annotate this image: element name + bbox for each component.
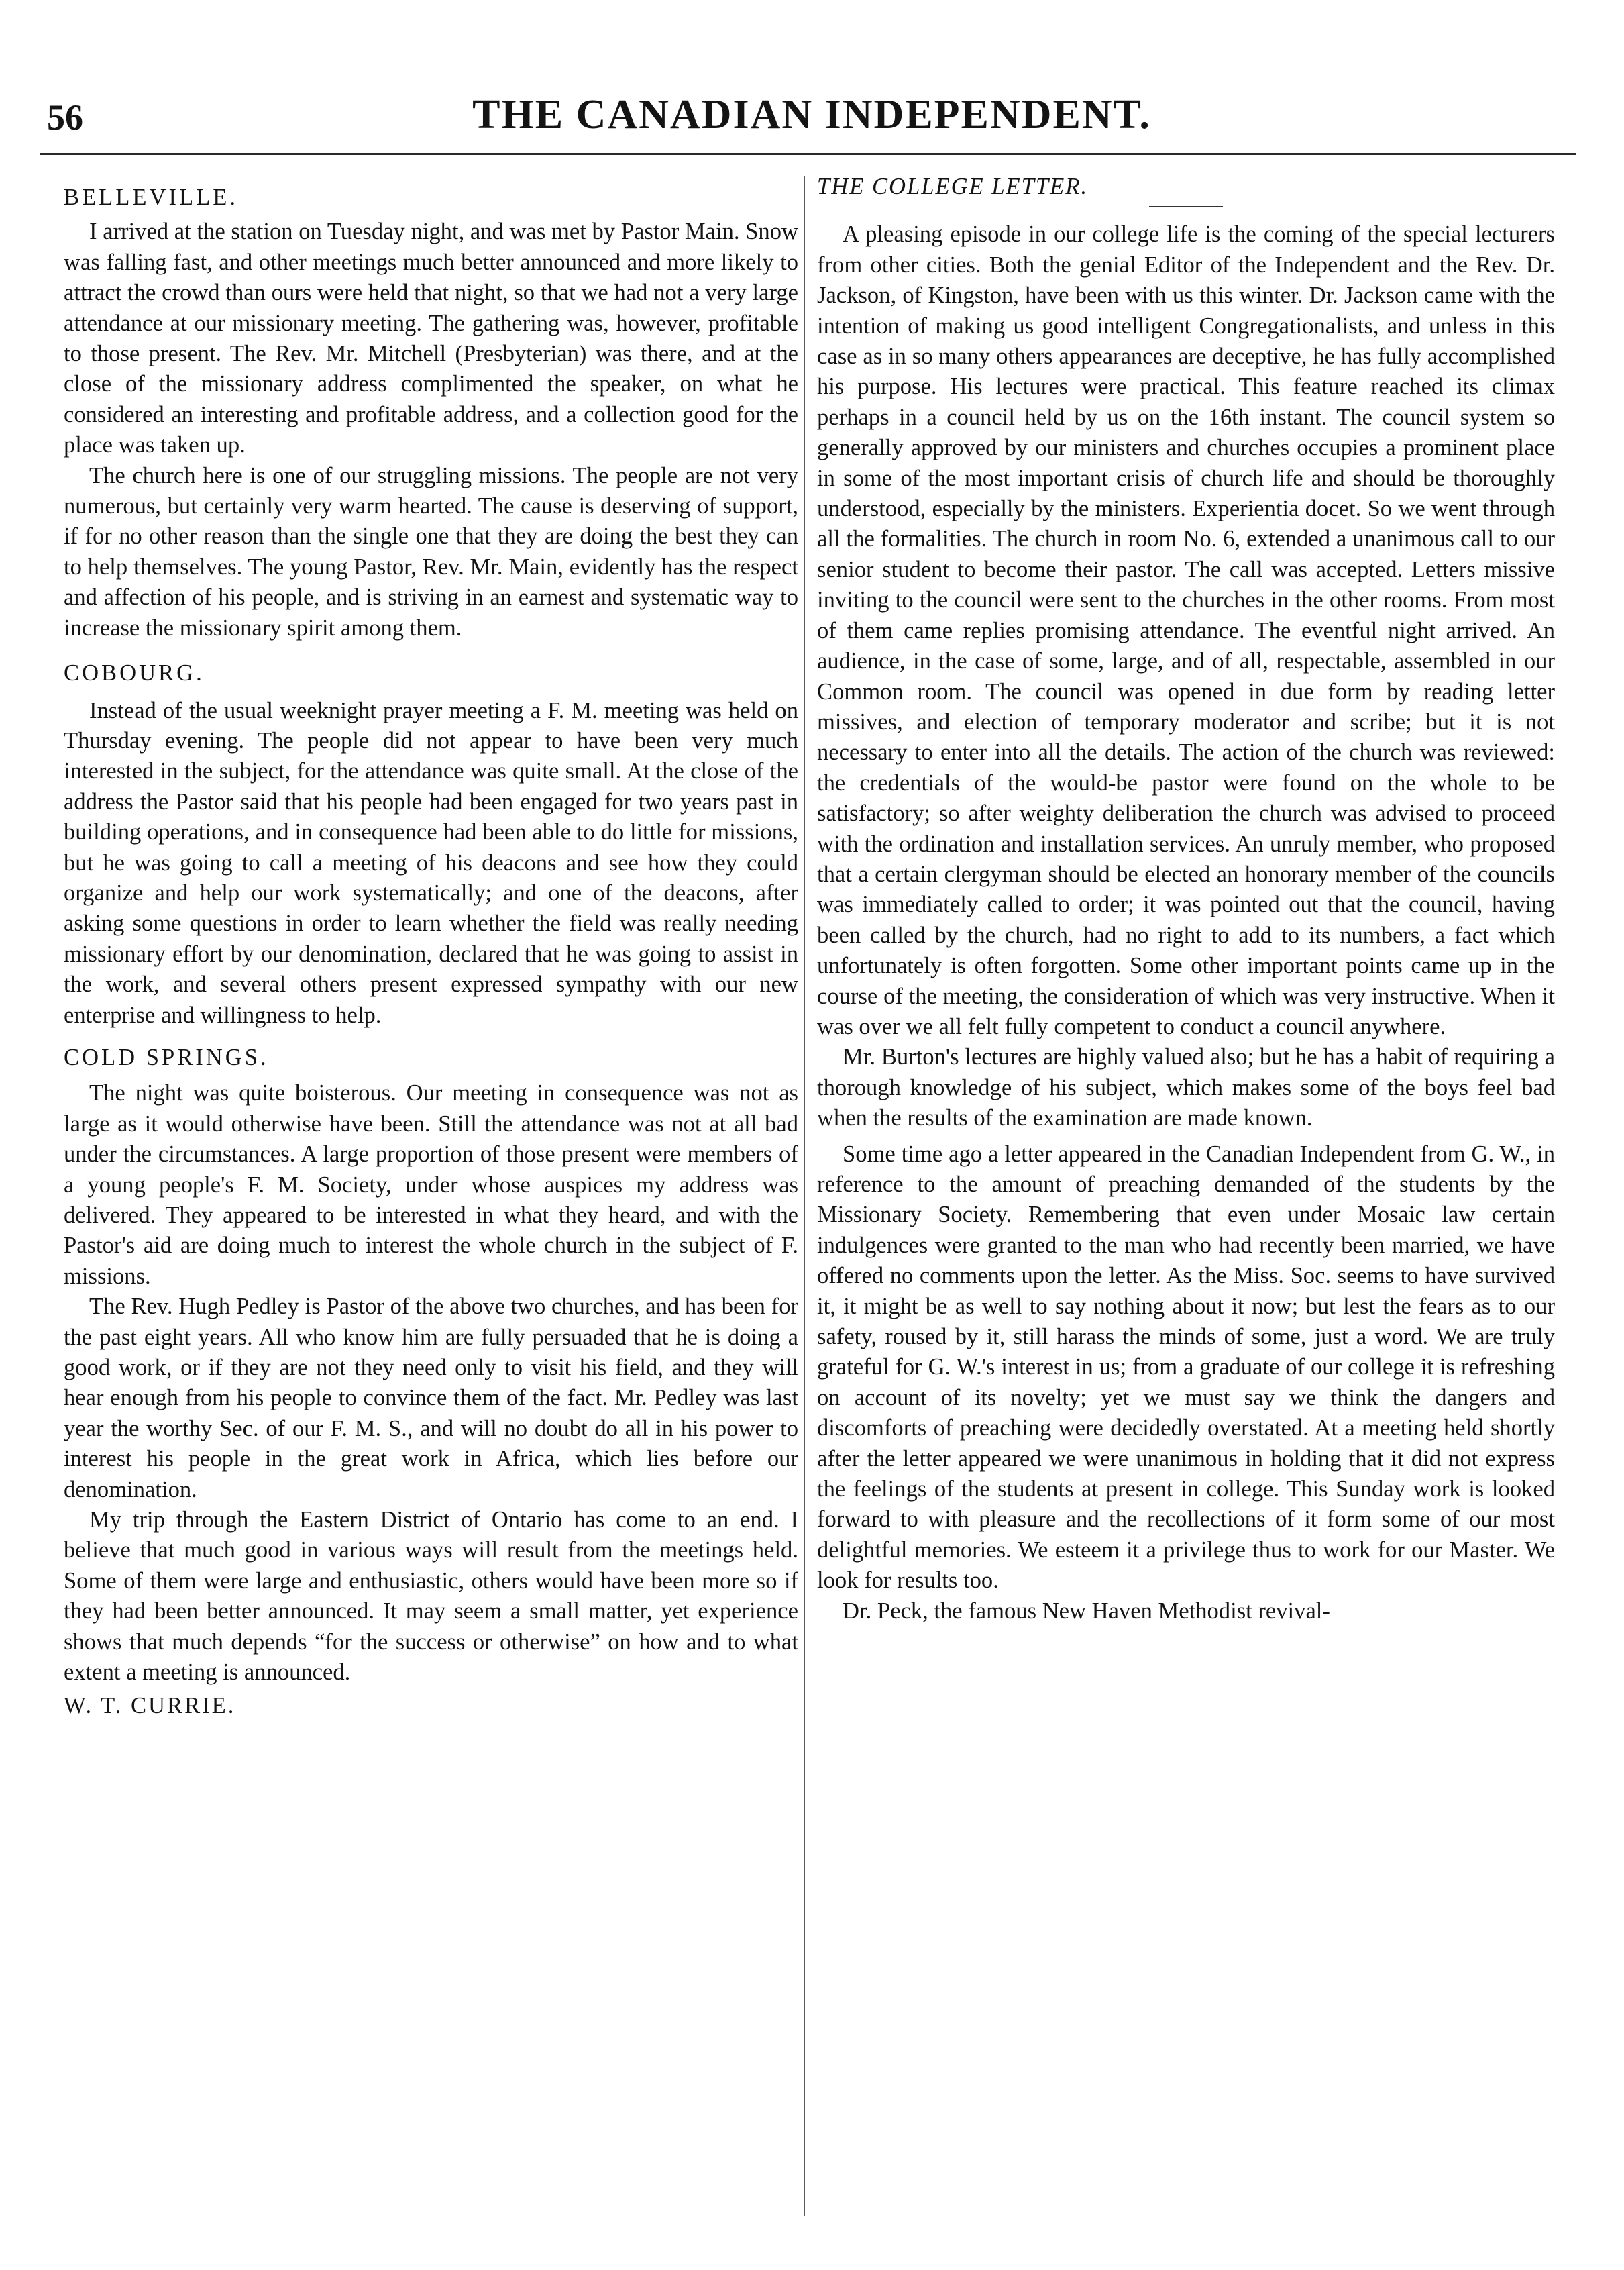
- cold-springs-paragraph-3: My trip through the Eastern District of Ontario has come to an end. I believe that much good in various ways will result from the meetings held. Some of them were large and enthusiastic, others would have been more so if they had been better announced. It may seem a small matter, yet experience shows that much depends “for the success or otherwise” on how and to what extent a meeting is announced.: [64, 1507, 798, 1686]
- belleville-paragraph-1: I arrived at the station on Tuesday night, and was met by Pastor Main. Snow was falling fast, and other meetings much better announced and more likely to attract the crowd than ours were held that night, so that we had not a very large attendance at our missionary meeting. The gathering was, however, profitable to those present. The Rev. Mr. Mitchell (Presbyterian) was there, and at the close of the missionary address complimented the speaker, on what he considered an interesting and profitable address, and a collection good for the place was taken up.: [64, 219, 798, 458]
- column-divider: [804, 176, 805, 2216]
- section-heading-belleville: BELLEVILLE.: [64, 185, 239, 210]
- right-column: [817, 168, 1555, 1627]
- journal-title: THE CANADIAN INDEPENDENT.: [472, 92, 1151, 138]
- belleville-paragraph-2: The church here is one of our struggling missions. The people are not very numerous, but certainly very warm hearted. The cause is deserving of support, if for no other reason than the single one that they are doing the best they can to help themselves. The young Pastor, Rev. Mr. Main, evidently has the respect and affection of his people, and is striving in an earnest and systematic way to increase the missionary spirit among them.: [64, 462, 798, 641]
- college-paragraph-4: Dr. Peck, the famous New Haven Methodist revival-: [843, 1598, 1330, 1624]
- section-heading-cobourg: COBOURG.: [64, 660, 205, 686]
- author-signature: W. T. CURRIE.: [64, 1692, 236, 1718]
- cold-springs-paragraph-2: The Rev. Hugh Pedley is Pastor of the above two churches, and has been for the past eight years. All who know him are fully persuaded that he is doing a good work, or if they are not they need only to visit his field, and they will hear enough from his people to convince them of the fact. Mr. Pedley was last year the worthy Sec. of our F. M. S., and will no doubt do all in his power to interest his people in the great work in Africa, which lies before our denomination.: [64, 1294, 798, 1502]
- college-paragraph-3: Some time ago a letter appeared in the Canadian Independent from G. W., in reference to the amount of preaching demanded of the students by the Missionary Society. Remembering that even under Mosaic law certain indulgences were granted to the man who had recently been married, we have offered no comments upon the letter. As the Miss. Soc. seems to have survived it, it might be as well to say nothing about it now; but lest the fears as to our safety, roused by it, still harass the minds of some, just a word. We are truly grateful for G. W.'s interest in us; from a graduate of our college it is refreshing on account of its novelty; yet we must say we think the dangers and discomforts of preaching were decidedly overstated. At a meeting held shortly after the letter appeared we were unanimous in holding that it did not express the feelings of the students at present in college. This Sunday work is looked forward to with pleasure and the recollections of it form some of our most delightful memories. We esteem it a privilege thus to work for our Master. We look for results too.: [817, 1141, 1555, 1594]
- college-paragraph-2: Mr. Burton's lectures are highly valued also; but he has a habit of requiring a thorough knowledge of his subject, which makes some of the boys feel bad when the results of the examination are made known.: [817, 1044, 1555, 1131]
- college-letter-heading: THE COLLEGE LETTER.: [817, 174, 1089, 199]
- cobourg-paragraph-1: Instead of the usual weeknight prayer meeting a F. M. meeting was held on Thursday evening. The people did not appear to have been very much interested in the subject, for the attendance was quite small. At the close of the address the Pastor said that his people had been engaged for two years past in building operations, and in consequence had been able to do little for missions, but he was going to call a meeting of his deacons and see how they could organize and help our work systematically; and one of the deacons, after asking some questions in order to learn whether the field was really needing missionary effort by our denomination, declared that he was going to assist in the work, and several others present expressed sympathy with our new enterprise and willingness to help.: [64, 697, 798, 1028]
- masthead: [40, 87, 1583, 154]
- left-column: [64, 168, 798, 1721]
- heading-rule: [1149, 206, 1223, 207]
- college-paragraph-1: A pleasing episode in our college life is the coming of the special lecturers from other cities. Both the genial Editor of the Independent and the Rev. Dr. Jackson, of Kingston, have been with us this winter. Dr. Jackson came with the intention of making us good intelligent Congregationalists, and unless in this case as in so many others appearances are deceptive, he has fully accomplished his purpose. His lectures were practical. This feature reached its climax perhaps in a council held by us on the 16th instant. The council system so generally approved by our ministers and churches occupies a prominent place in some of the most important crisis of church life and should be thoroughly understood, especially by the ministers. Experientia docet. So we went through all the formalities. The church in room No. 6, extended a unanimous call to our senior student to become their pastor. The call was accepted. Letters missive inviting to the council were sent to the churches in the other rooms. From most of them came replies promising attendance. The eventful night arrived. An audience, in the case of some, large, and of all, respectable, assembled in our Common room. The council was opened in due form by reading letter missives, and election of temporary moderator and scribe; but it is not necessary to enter into all the details. The action of the church was reviewed: the credentials of the would-be pastor were found on the whole to be satisfactory; so after weighty deliberation the church was advised to proceed with the ordination and installation services. An unruly member, who proposed that a certain clergyman should be elected an honorary member of the councils was immediately called to order; it was pointed out that the council, having been called by the church, had no right to add to its numbers, a fact which unfortunately is often forgotten. Some other important points came up in the course of the meeting, the consideration of which was very instructive. When it was over we all felt fully competent to conduct a council anywhere.: [817, 221, 1555, 1039]
- cold-springs-paragraph-1: The night was quite boisterous. Our meeting in consequence was not as large as it would otherwise have been. Still the attendance was not at all bad under the circumstances. A large proportion of those present were members of a young people's F. M. Society, under whose auspices my address was delivered. They appeared to be interested in what they heard, and with the Pastor's aid are doing much to interest the whole church in the subject of F. missions.: [64, 1080, 798, 1289]
- header-rule: [40, 153, 1576, 155]
- section-heading-cold-springs: COLD SPRINGS.: [64, 1044, 269, 1070]
- page-number: 56: [47, 97, 83, 138]
